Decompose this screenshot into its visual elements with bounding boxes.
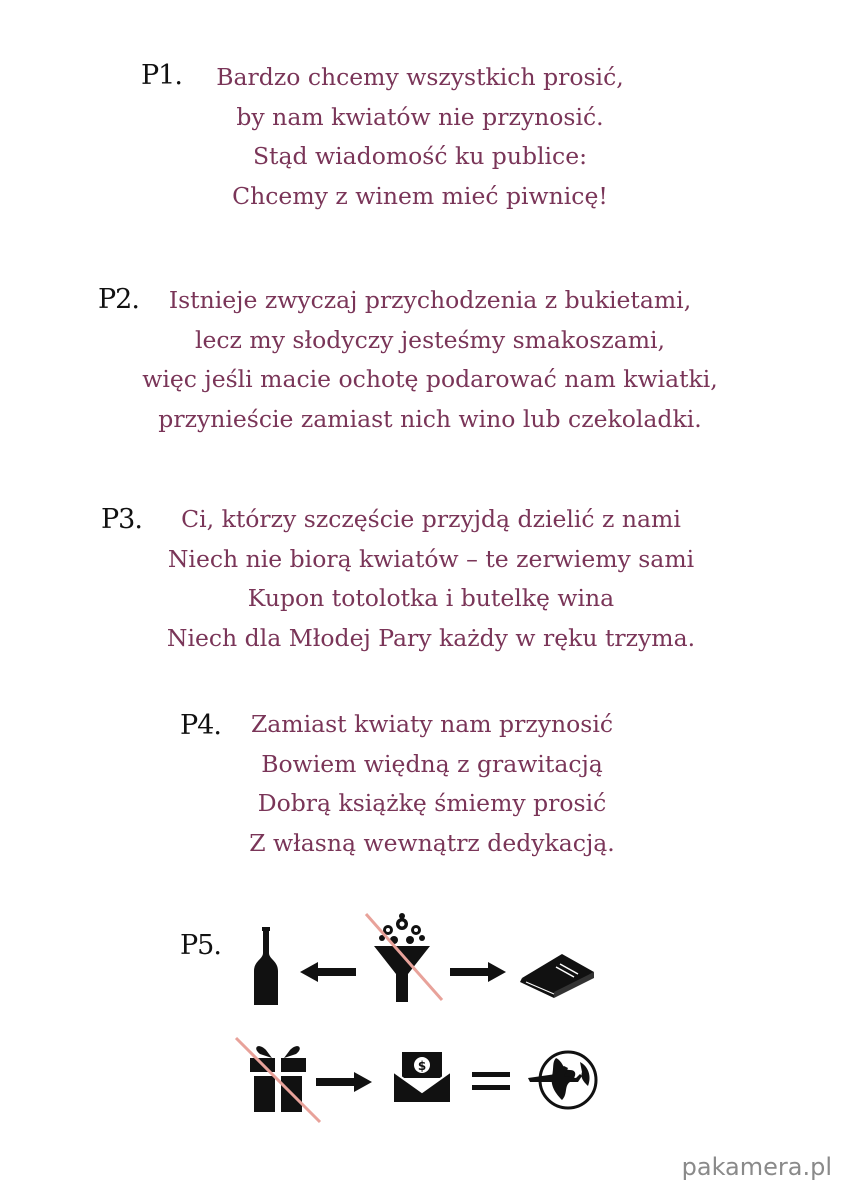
poem-verse bbox=[190, 58, 650, 216]
poem-verse bbox=[125, 281, 735, 439]
verse-line: Stąd wiadomość ku publice: bbox=[252, 142, 588, 170]
gift-icon bbox=[232, 1036, 324, 1124]
verse-line: Niech dla Młodej Pary każdy w ręku trzyma. bbox=[166, 623, 696, 652]
verse-line: Zamiast kwiaty nam przynosić bbox=[250, 710, 614, 738]
verse-line: Bowiem więdną z grawitacją bbox=[261, 749, 603, 778]
verse-line: Ci, którzy szczęście przyjdą dzielić z nami bbox=[181, 505, 681, 533]
poem-verse bbox=[222, 705, 642, 863]
arrow-right-icon bbox=[316, 1072, 372, 1092]
verse-line: Dobrą książkę śmiemy prosić bbox=[257, 789, 607, 817]
verse-line: Z własną wewnątrz dedykacją. bbox=[249, 828, 615, 857]
poem-label: P3. bbox=[101, 504, 142, 535]
arrow-right-icon bbox=[450, 962, 506, 982]
money-envelope-icon bbox=[392, 1050, 452, 1104]
watermark-logo: pakamera.pl bbox=[681, 1153, 832, 1181]
globe-plane-icon bbox=[526, 1048, 600, 1112]
verse-line: Niech nie biorą kwiatów – te zerwiemy sami bbox=[167, 544, 695, 573]
book-icon bbox=[518, 952, 596, 998]
verse-line: lecz my słodyczy jesteśmy smakoszami, bbox=[194, 325, 666, 354]
verse-line: Kupon totolotka i butelkę wina bbox=[247, 584, 615, 612]
arrow-left-icon bbox=[300, 962, 356, 982]
equals-icon bbox=[472, 1070, 510, 1092]
flowers-funnel-icon bbox=[358, 910, 446, 1006]
poem-label: P1. bbox=[141, 60, 182, 91]
verse-line: przynieście zamiast nich wino lub czekoladki. bbox=[158, 404, 702, 433]
verse-line: więc jeśli macie ochotę podarować nam kwiatki, bbox=[142, 365, 718, 393]
wine-bottle-icon bbox=[252, 927, 280, 1007]
poem-label: P2. bbox=[98, 284, 139, 315]
poem-label: P5. bbox=[180, 930, 221, 961]
verse-line: by nam kwiatów nie przynosić. bbox=[236, 102, 604, 131]
poem-label: P4. bbox=[180, 710, 221, 741]
svg-text:$: $ bbox=[417, 1059, 427, 1073]
verse-line: Bardzo chcemy wszystkich prosić, bbox=[216, 63, 624, 91]
poem-verse bbox=[150, 500, 712, 658]
verse-line: Istnieje zwyczaj przychodzenia z bukietami, bbox=[168, 286, 692, 314]
verse-line: Chcemy z winem mieć piwnicę! bbox=[232, 181, 608, 210]
